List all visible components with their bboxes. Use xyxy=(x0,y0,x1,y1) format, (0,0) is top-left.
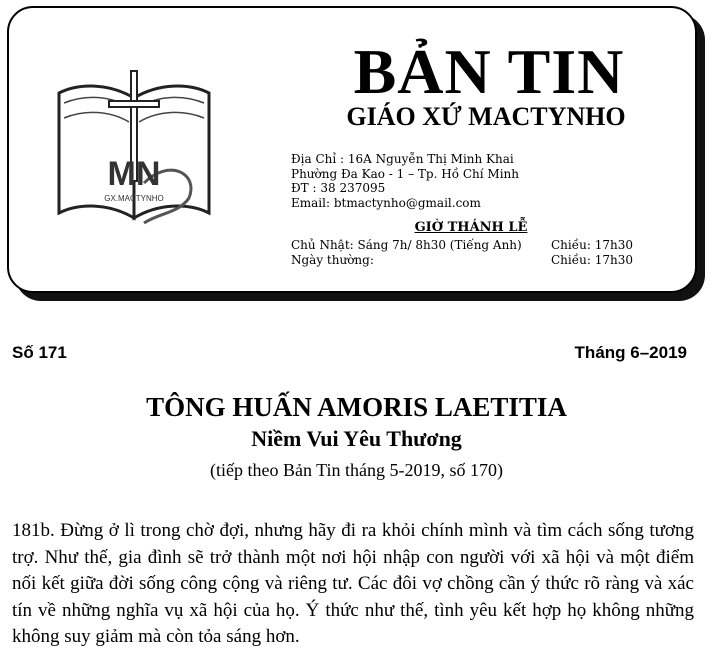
article-continuation-note: (tiếp theo Bản Tin tháng 5-2019, số 170) xyxy=(210,460,503,480)
article-subtitle: Niềm Vui Yêu Thương xyxy=(251,426,462,451)
parish-logo xyxy=(49,63,219,233)
contact-info xyxy=(291,152,519,210)
issue-month: Tháng 6–2019 xyxy=(574,343,687,362)
sunday-evening-mass: Chiều: 17h30 xyxy=(551,238,633,252)
sunday-mass-row xyxy=(291,238,633,252)
weekday-mass-label: Ngày thường: xyxy=(291,253,374,267)
svg-text:MN: MN xyxy=(107,155,161,193)
masthead-box xyxy=(7,6,697,293)
logo-caption: GX.MACTYNHO xyxy=(104,194,164,203)
parish-name: GIÁO XỨ MACTYNHO xyxy=(346,102,626,131)
article-title: TÔNG HUẤN AMORIS LAETITIA xyxy=(146,392,567,422)
issue-number: Số 171 xyxy=(12,343,67,362)
sunday-mass-times: Chủ Nhật: Sáng 7h/ 8h30 (Tiếng Anh) xyxy=(291,238,522,252)
weekday-mass-row xyxy=(291,253,633,267)
mass-times-heading: GIỜ THÁNH LỄ xyxy=(414,220,528,235)
address-line-1: Địa Chỉ : 16A Nguyễn Thị Minh Khai xyxy=(291,152,514,166)
newsletter-title: BẢN TIN xyxy=(353,36,625,107)
article-paragraph: 181b. Đừng ở lì trong chờ đợi, nhưng hãy đi ra khỏi chính mình và tìm cách sống tương trợ. Như thế, gia đình sẽ trở thành một nơi hội nhập con người với xã hội và một điểm nối kết giữa đời sống công cộng và riêng tư. Các đôi vợ chồng cần ý thức rõ ràng và xác tín về những nghĩa vụ xã hội của họ. Ý thức như thế, tình yêu kết hợp họ không những không suy giảm mà còn tỏa sáng hơn. xyxy=(12,520,694,647)
weekday-evening-mass: Chiều: 17h30 xyxy=(551,253,633,267)
address-line-2: Phường Đa Kao - 1 – Tp. Hồ Chí Minh xyxy=(291,166,520,181)
phone-number: ĐT : 38 237095 xyxy=(291,181,386,195)
email-address: Email: btmactynho@gmail.com xyxy=(291,195,481,210)
